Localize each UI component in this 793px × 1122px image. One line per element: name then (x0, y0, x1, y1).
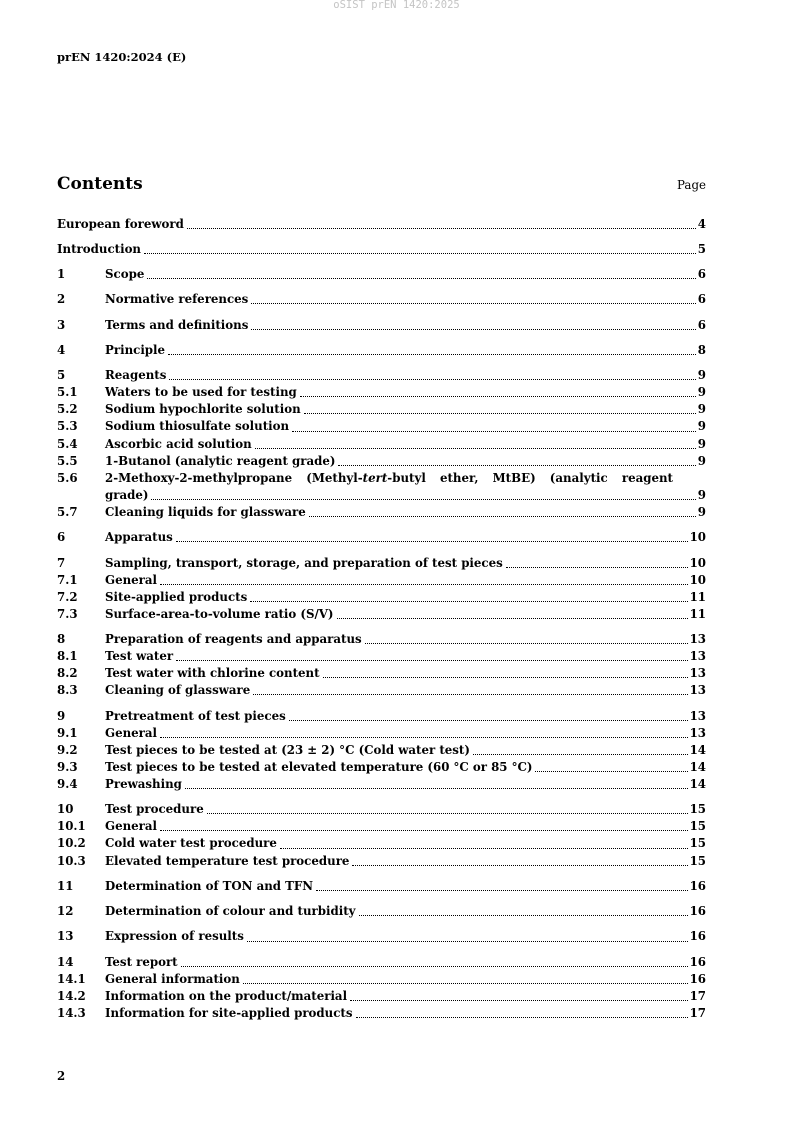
toc-entry-page-number: 4 (697, 216, 706, 231)
toc-entry-title: Normative references (105, 292, 249, 307)
toc-entry-7[interactable] (57, 555, 706, 572)
toc-entry-title: Waters to be used for testing (105, 385, 297, 400)
toc-entry-number: 14 (57, 954, 74, 969)
toc-entry-number: 5.1 (57, 385, 78, 400)
table-of-contents (57, 216, 706, 1023)
toc-entry-title: Cleaning of glassware (105, 683, 251, 698)
toc-entry-number: 7.3 (57, 606, 78, 621)
toc-entry-10[interactable] (57, 801, 706, 818)
dot-leader (316, 890, 687, 891)
toc-entry-3[interactable] (57, 317, 706, 334)
toc-entry-number: 10 (57, 802, 74, 817)
toc-entry-page-number: 10 (689, 555, 706, 570)
toc-entry-title: Ascorbic acid solution (105, 436, 252, 451)
toc-entry-title: Cold water test procedure (105, 836, 277, 851)
toc-entry-page-number: 16 (689, 878, 706, 893)
toc-entry-number: 10.1 (57, 819, 86, 834)
toc-entry-title: Principle (105, 342, 166, 357)
toc-entry-title-line (105, 470, 673, 487)
toc-entry-number: 9.3 (57, 759, 78, 774)
toc-entry-number: 2 (57, 292, 66, 307)
toc-entry-number: 10.3 (57, 853, 86, 868)
toc-entry-14-3[interactable] (57, 1005, 706, 1022)
toc-entry-10-1[interactable] (57, 818, 706, 835)
toc-entry-number: 13 (57, 929, 74, 944)
toc-entry-title: General information (105, 971, 240, 986)
toc-entry-8[interactable] (57, 631, 706, 648)
toc-entry-8-2[interactable] (57, 665, 706, 682)
dot-leader (350, 1000, 688, 1001)
toc-group (57, 216, 706, 233)
dot-leader (356, 1017, 688, 1018)
toc-entry-page-number: 6 (697, 292, 706, 307)
dot-leader (292, 431, 696, 432)
toc-entry-5-4[interactable] (57, 436, 706, 453)
dot-leader (160, 584, 688, 585)
toc-entry-page-number: 17 (689, 988, 706, 1003)
dot-leader (255, 448, 696, 449)
toc-entry-page-number: 9 (697, 419, 706, 434)
toc-entry-title: 1-Butanol (analytic reagent grade) (105, 453, 336, 468)
toc-entry-number: 5.5 (57, 453, 78, 468)
toc-entry-number: 9.2 (57, 742, 78, 757)
toc-entry-number: 7.2 (57, 589, 78, 604)
toc-entry-number: 5.6 (57, 470, 78, 485)
toc-entry-5[interactable] (57, 367, 706, 384)
toc-entry-title: Test water with chlorine content (105, 666, 320, 681)
toc-entry-page-number: 13 (689, 632, 706, 647)
toc-entry-page-number: 16 (689, 929, 706, 944)
toc-group (57, 954, 706, 1022)
toc-entry-number: 6 (57, 530, 66, 545)
dot-leader (251, 303, 695, 304)
toc-entry-title: Preparation of reagents and apparatus (105, 632, 362, 647)
toc-entry-number: 5.4 (57, 436, 78, 451)
dot-leader (169, 379, 695, 380)
toc-entry-page-number: 13 (689, 649, 706, 664)
dot-leader (247, 941, 688, 942)
toc-entry-number: 5.2 (57, 402, 78, 417)
dot-leader (187, 228, 696, 229)
dot-leader (176, 660, 687, 661)
toc-entry-7-2[interactable] (57, 589, 706, 606)
toc-entry-title: Determination of colour and turbidity (105, 904, 356, 919)
dot-leader (535, 771, 687, 772)
toc-entry-title: Determination of TON and TFN (105, 878, 314, 893)
toc-entry-title: Reagents (105, 368, 167, 383)
toc-entry-page-number: 9 (697, 487, 706, 502)
toc-entry-title-wrap: grade) (105, 487, 149, 502)
toc-entry-page-number: 9 (697, 504, 706, 519)
toc-entry-number: 14.3 (57, 1005, 86, 1020)
dot-leader (176, 541, 688, 542)
toc-entry-page-number: 16 (689, 904, 706, 919)
toc-entry-page-number: 17 (689, 1005, 706, 1020)
toc-group (57, 317, 706, 334)
toc-group (57, 555, 706, 623)
watermark-text: oSIST prEN 1420:2025 (333, 0, 460, 11)
toc-entry-page-number: 9 (697, 402, 706, 417)
toc-entry-10-3[interactable] (57, 853, 706, 870)
toc-entry-9-2[interactable] (57, 742, 706, 759)
toc-group (57, 529, 706, 546)
toc-entry-9-4[interactable] (57, 776, 706, 793)
toc-entry-page-number: 10 (689, 530, 706, 545)
toc-entry-page-number: 14 (689, 777, 706, 791)
toc-entry-title: Information on the product/material (105, 988, 348, 1003)
toc-entry-number: 4 (57, 342, 66, 357)
toc-entry-number: 9.4 (57, 777, 78, 791)
toc-entry-page-number: 13 (689, 708, 706, 723)
toc-entry-9-3[interactable] (57, 759, 706, 776)
toc-entry-title-end: -butyl ether, MtBE) (analytic reagent (387, 470, 674, 485)
toc-entry-number: 9 (57, 708, 66, 723)
toc-entry-title: Sodium thiosulfate solution (105, 419, 290, 434)
toc-entry-5-5[interactable] (57, 453, 706, 470)
toc-entry-7-3[interactable] (57, 606, 706, 623)
toc-entry-title: Information for site-applied products (105, 1005, 353, 1020)
toc-entry-title: Test pieces to be tested at elevated temperature (60 °C or 85 °C) (105, 759, 533, 774)
document-id-header: prEN 1420:2024 (E) (57, 50, 187, 64)
toc-entry-12[interactable] (57, 903, 706, 920)
toc-entry-page-number: 14 (689, 742, 706, 757)
toc-entry-title: Introduction (57, 241, 142, 256)
toc-group (57, 708, 706, 793)
toc-entry-5-1[interactable] (57, 384, 706, 401)
toc-entry-14[interactable] (57, 954, 706, 971)
toc-entry-number: 8.1 (57, 649, 78, 664)
dot-leader (251, 329, 695, 330)
dot-leader (250, 601, 687, 602)
dot-leader (323, 677, 688, 678)
toc-group (57, 291, 706, 308)
dot-leader (289, 720, 688, 721)
toc-entry-14-2[interactable] (57, 988, 706, 1005)
dot-leader (300, 396, 696, 397)
dot-leader (337, 618, 688, 619)
toc-entry-title-start: 2-Methoxy-2-methylpropane (Methyl- (105, 470, 363, 485)
toc-entry-5-2[interactable] (57, 401, 706, 418)
toc-entry-page-number: 16 (689, 954, 706, 969)
toc-entry-2[interactable] (57, 291, 706, 308)
toc-entry-page-number: 9 (697, 385, 706, 400)
toc-entry-page-number: 8 (697, 342, 706, 357)
toc-entry-title: General (105, 572, 158, 587)
toc-entry-title: European foreword (57, 216, 184, 231)
toc-entry-page-number: 13 (689, 666, 706, 681)
toc-group (57, 266, 706, 283)
toc-entry-9-1[interactable] (57, 725, 706, 742)
toc-entry-number: 9.1 (57, 725, 78, 740)
toc-entry-introduction[interactable] (57, 241, 706, 258)
toc-entry-title: Elevated temperature test procedure (105, 853, 350, 868)
dot-leader (144, 253, 696, 254)
toc-entry-page-number: 14 (689, 759, 706, 774)
toc-entry-title: Apparatus (105, 530, 173, 545)
toc-entry-8-3[interactable] (57, 682, 706, 699)
toc-entry-title-line (105, 487, 706, 504)
contents-heading: Contents (57, 174, 143, 194)
toc-entry-number: 12 (57, 904, 74, 919)
dot-leader (168, 354, 696, 355)
toc-entry-title: Test procedure (105, 802, 204, 817)
toc-entry-title: Site-applied products (105, 589, 248, 604)
toc-entry-page-number: 9 (697, 436, 706, 451)
toc-entry-6[interactable] (57, 529, 706, 546)
dot-leader (160, 830, 688, 831)
toc-group (57, 241, 706, 258)
toc-entry-title: Test report (105, 954, 178, 969)
toc-entry-page-number: 15 (689, 802, 706, 817)
page-column-label: Page (677, 178, 706, 192)
contents-heading-row (57, 172, 706, 196)
toc-entry-title: Terms and definitions (105, 317, 249, 332)
toc-entry-title: Sampling, transport, storage, and preparation of test pieces (105, 555, 503, 570)
toc-entry-number: 5.7 (57, 504, 78, 519)
toc-group (57, 801, 706, 869)
toc-entry-number: 7 (57, 555, 66, 570)
toc-entry-number: 5.3 (57, 419, 78, 434)
dot-leader (160, 737, 688, 738)
toc-entry-page-number: 5 (697, 241, 706, 256)
dot-leader (338, 465, 695, 466)
toc-group (57, 928, 706, 945)
toc-entry-14-1[interactable] (57, 971, 706, 988)
dot-leader (359, 915, 688, 916)
toc-group (57, 367, 706, 521)
toc-entry-7-1[interactable] (57, 572, 706, 589)
toc-entry-page-number: 9 (697, 453, 706, 468)
page-number: 2 (57, 1069, 66, 1083)
toc-entry-number: 5 (57, 368, 66, 383)
toc-entry-title: Scope (105, 267, 145, 282)
toc-entry-page-number: 15 (689, 853, 706, 868)
toc-entry-title: Cleaning liquids for glassware (105, 504, 306, 519)
dot-leader (147, 278, 695, 279)
toc-entry-title: Expression of results (105, 929, 244, 944)
toc-entry-page-number: 6 (697, 267, 706, 282)
toc-entry-number: 14.1 (57, 971, 86, 986)
toc-entry-title-emphasis: tert (362, 470, 388, 485)
toc-entry-page-number: 13 (689, 683, 706, 698)
toc-entry-5-7[interactable] (57, 504, 706, 521)
dot-leader (280, 848, 688, 849)
toc-entry-title: Test pieces to be tested at (23 ± 2) °C (Cold water test) (105, 742, 470, 757)
dot-leader (352, 865, 687, 866)
toc-entry-number: 3 (57, 317, 66, 332)
toc-entry-13[interactable] (57, 928, 706, 945)
toc-entry-title: Test water (105, 649, 174, 664)
toc-entry-1[interactable] (57, 266, 706, 283)
dot-leader (253, 694, 687, 695)
toc-entry-number: 8.3 (57, 683, 78, 698)
dot-leader (207, 813, 688, 814)
toc-entry-title-block (105, 470, 706, 504)
dot-leader (181, 966, 688, 967)
dot-leader (304, 413, 696, 414)
toc-entry-number: 1 (57, 267, 66, 282)
toc-entry-page-number: 11 (689, 589, 706, 604)
toc-group (57, 631, 706, 699)
toc-entry-5-6[interactable] (57, 470, 706, 504)
toc-entry-european-foreword[interactable] (57, 216, 706, 233)
dot-leader (506, 567, 688, 568)
toc-entry-page-number: 11 (689, 606, 706, 621)
toc-entry-title: Sodium hypochlorite solution (105, 402, 301, 417)
toc-entry-number: 7.1 (57, 572, 78, 587)
toc-entry-title: General (105, 819, 158, 834)
toc-entry-number: 8.2 (57, 666, 78, 681)
dot-leader (151, 499, 695, 500)
toc-entry-9[interactable] (57, 708, 706, 725)
toc-entry-page-number: 6 (697, 317, 706, 332)
toc-entry-number: 14.2 (57, 988, 86, 1003)
dot-leader (243, 983, 688, 984)
toc-entry-page-number: 15 (689, 836, 706, 851)
toc-entry-number: 11 (57, 878, 74, 893)
toc-entry-page-number: 9 (697, 368, 706, 383)
toc-entry-5-3[interactable] (57, 418, 706, 435)
toc-group (57, 878, 706, 895)
toc-entry-page-number: 15 (689, 819, 706, 834)
toc-entry-10-2[interactable] (57, 835, 706, 852)
toc-group (57, 903, 706, 920)
dot-leader (309, 516, 696, 517)
toc-entry-page-number: 10 (689, 572, 706, 587)
toc-entry-title: Prewashing (105, 777, 182, 791)
toc-entry-page-number: 16 (689, 971, 706, 986)
toc-entry-page-number: 13 (689, 725, 706, 740)
toc-entry-8-1[interactable] (57, 648, 706, 665)
toc-entry-4[interactable] (57, 342, 706, 359)
toc-entry-11[interactable] (57, 878, 706, 895)
dot-leader (185, 788, 688, 789)
dot-leader (473, 754, 688, 755)
toc-entry-title: Surface-area-to-volume ratio (S/V) (105, 606, 334, 621)
toc-group (57, 342, 706, 359)
toc-entry-number: 8 (57, 632, 66, 647)
toc-entry-title: General (105, 725, 158, 740)
toc-entry-number: 10.2 (57, 836, 86, 851)
dot-leader (365, 643, 688, 644)
toc-entry-title: Pretreatment of test pieces (105, 708, 286, 723)
